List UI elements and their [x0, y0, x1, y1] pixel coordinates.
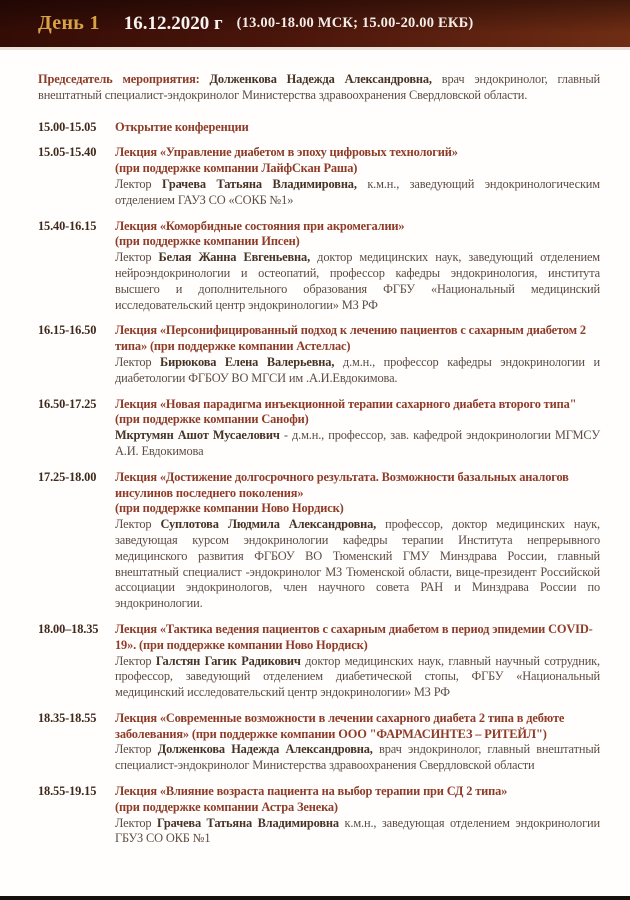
session-lecturer — [115, 742, 600, 774]
session-details — [115, 470, 600, 612]
lecturer-role: к.м.н., заведующая отделением эндокринологии ГБУЗ СО ОКБ №1 — [115, 815, 600, 846]
chair-name: Долженкова Надежда Александровна, — [209, 72, 442, 86]
session-title: Лекция «Управление диабетом в эпоху цифровых технологий» — [115, 145, 458, 160]
lecturer-name: Белая Жанна Евгеньевна, — [158, 250, 311, 265]
session-time: 15.40-16.15 — [38, 218, 97, 233]
session-support: (при поддержке компании ЛайфСкан Раша) — [115, 161, 358, 176]
program-content — [0, 50, 630, 847]
lecturer-role: доктор медицинских наук, заведующий отделением нейроэндокринологии и остеопатий, профессор кафедры эндокринология, института высшего и дополнительного образования ФГБУ «Национальный медицинский исследовательский центр эндокринологии» МЗ РФ — [115, 250, 600, 312]
schedule-row — [38, 470, 600, 612]
session-time: 16.50-17.25 — [38, 396, 97, 411]
session-details — [115, 120, 600, 136]
session-details — [115, 219, 600, 314]
session-title: Открытие конференции — [115, 119, 249, 134]
lecturer-prefix: Лектор — [115, 517, 161, 532]
lecturer-prefix: Лектор — [115, 354, 161, 369]
session-details — [115, 145, 600, 208]
timezone-note: (13.00-18.00 МСК; 15.00-20.00 ЕКБ) — [236, 15, 474, 31]
session-title: Лекция «Коморбидные состояния при акромегалии» — [115, 218, 405, 233]
lecturer-name: Галстян Гагик Радикович — [155, 653, 301, 668]
session-support: (при поддержке компании Астра Зенека) — [115, 799, 338, 814]
schedule-row — [38, 784, 600, 847]
session-lecturer — [115, 654, 600, 701]
lecturer-name: Грачева Татьяна Владимировна, — [161, 176, 357, 191]
schedule-row — [38, 397, 600, 460]
schedule-row — [38, 622, 600, 701]
lecturer-prefix: Лектор — [115, 742, 158, 757]
session-time: 16.15-16.50 — [38, 323, 97, 338]
lecturer-name: Долженкова Надежда Александровна, — [157, 742, 373, 757]
session-lecturer — [115, 355, 600, 387]
session-time: 15.00-15.05 — [38, 119, 97, 134]
schedule-row — [38, 323, 600, 386]
session-lecturer — [115, 816, 600, 848]
session-title: Лекция «Современные возможности в лечении сахарного диабета 2 типа в дебюте заболевания» (при поддержке компании ООО "ФАРМАСИНТЕЗ – РИТЕЙЛ") — [115, 710, 565, 741]
session-details — [115, 711, 600, 774]
lecturer-role: профессор, доктор медицинских наук, заведующая курсом эндокринологии кафедры терапии Института непрерывного медицинского развития ФГБОУ ВО Тюменский ГМУ Минздрава России, главный внештатный специалист -эндокринолог МЗ Тюменской области, вице-президент Российской ассоциации эндокринологов, член научного совета РАН и Минздрава России по эндокринологии. — [115, 517, 600, 611]
session-title: Лекция «Достижение долгосрочного результата. Возможности базальных аналогов инсулинов последнего поколения» — [115, 469, 569, 500]
lecturer-role: д.м.н., профессор кафедры эндокринологии и диабетологии ФГБОУ ВО МГСИ им .А.И.Евдокимова. — [115, 354, 600, 385]
schedule-row — [38, 711, 600, 774]
lecturer-name: Суплотова Людмила Александровна, — [160, 517, 377, 532]
schedule-row — [38, 219, 600, 314]
session-support: (при поддержке компании Ново Нордиск) — [115, 501, 344, 516]
lecturer-prefix: Лектор — [115, 250, 159, 265]
session-lecturer — [115, 428, 600, 460]
lecturer-name: Грачева Татьяна Владимировна — [156, 815, 339, 830]
session-time: 15.05-15.40 — [38, 145, 97, 160]
session-details — [115, 784, 600, 847]
session-support: (при поддержке компании Ипсен) — [115, 234, 300, 249]
session-details — [115, 622, 600, 701]
lecturer-name: Бирюкова Елена Валерьевна, — [160, 354, 335, 369]
session-support: (при поддержке компании Санофи) — [115, 412, 309, 427]
date-label: 16.12.2020 г — [123, 12, 223, 34]
day-header-band — [0, 0, 630, 50]
session-title: Лекция «Тактика ведения пациентов с сахарным диабетом в период эпидемии COVID-19». (при поддержке компании Ново Нордиск) — [115, 621, 593, 652]
session-time: 18.35-18.55 — [38, 710, 97, 725]
day-label: День 1 — [38, 12, 100, 34]
schedule-row — [38, 145, 600, 208]
lecturer-role: доктор медицинских наук, главный научный сотрудник, профессор, заведующий отделением диабетической стопы, ФГБУ «Национальный медицинский исследовательский центр эндокринологии» МЗ РФ — [115, 653, 600, 700]
session-lecturer — [115, 177, 600, 209]
session-lecturer — [115, 517, 600, 612]
session-details — [115, 323, 600, 386]
session-time: 17.25-18.00 — [38, 469, 97, 484]
session-title: Лекция «Новая парадигма инъекционной терапии сахарного диабета второго типа" — [115, 396, 577, 411]
session-time: 18.00–18.35 — [38, 621, 99, 636]
bottom-rule — [0, 896, 630, 900]
schedule-row — [38, 120, 600, 136]
session-time: 18.55-19.15 — [38, 784, 97, 799]
lecturer-prefix: Лектор — [115, 176, 162, 191]
chair-paragraph — [38, 72, 600, 104]
session-lecturer — [115, 250, 600, 313]
lecturer-role: к.м.н., заведующий эндокринологическим отделением ГАУЗ СО «СОКБ №1» — [115, 176, 600, 207]
session-details — [115, 397, 600, 460]
chair-description: врач эндокринолог, главный внештатный специалист-эндокринолог Министерства здравоохранения Свердловской области. — [38, 72, 600, 102]
lecturer-name: Мкртумян Ашот Мусаелович — [115, 428, 280, 443]
lecturer-prefix: Лектор — [115, 653, 156, 668]
lecturer-role: - д.м.н., профессор, зав. кафедрой эндокринологии МГМСУ А.И. Евдокимова — [115, 428, 600, 458]
lecturer-role: врач эндокринолог, главный внештатный специалист-эндокринолог Министерства здравоохранения Свердловской области — [115, 742, 600, 773]
lecturer-prefix: Лектор — [115, 815, 157, 830]
session-title: Лекция «Влияние возраста пациента на выбор терапии при СД 2 типа» — [115, 784, 508, 799]
chair-label: Председатель мероприятия: — [38, 72, 210, 86]
session-title: Лекция «Персонифицированный подход к лечению пациентов с сахарным диабетом 2 типа» (при поддержке компании Астеллас) — [115, 323, 586, 354]
